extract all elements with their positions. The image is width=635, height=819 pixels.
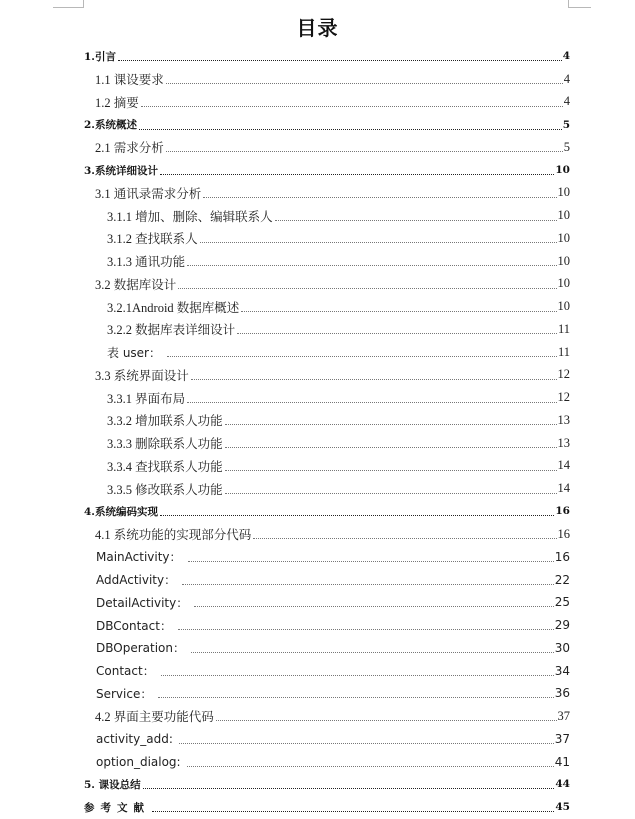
table-of-contents (84, 45, 570, 819)
toc-entry-label: 2.1 需求分析 (95, 138, 166, 156)
dot-leader (200, 242, 557, 243)
page-corner-mark-top-right (568, 0, 591, 8)
toc-entry-page: 13 (557, 412, 570, 427)
toc-entry[interactable] (84, 227, 570, 250)
toc-entry-page: 10 (555, 164, 570, 177)
toc-entry[interactable] (84, 273, 570, 296)
toc-entry[interactable] (84, 409, 570, 432)
dot-leader (179, 743, 554, 744)
toc-entry-label: DetailActivity： (96, 594, 194, 611)
toc-entry[interactable] (84, 455, 570, 478)
toc-entry[interactable] (84, 773, 570, 796)
toc-entry[interactable] (84, 204, 570, 227)
dot-leader (225, 470, 557, 471)
toc-entry-page: 14 (557, 481, 570, 496)
dot-leader (160, 515, 554, 516)
toc-entry[interactable] (84, 386, 570, 409)
toc-entry-label: 5. 课设总结 (84, 778, 141, 791)
toc-entry-label: option_dialog: (96, 755, 187, 769)
toc-entry-page: 41 (554, 754, 570, 769)
toc-entry-label: 1.2 摘要 (95, 93, 141, 111)
toc-entry[interactable] (84, 341, 570, 364)
dot-leader (187, 766, 554, 767)
toc-entry-page: 16 (555, 505, 570, 518)
toc-entry-page: 10 (557, 253, 570, 268)
toc-entry[interactable] (84, 91, 570, 114)
toc-entry[interactable] (84, 637, 570, 660)
toc-entry[interactable] (84, 523, 570, 546)
page-corner-mark-top-left (53, 0, 84, 8)
toc-entry-page: 10 (557, 208, 570, 223)
toc-entry-page: 37 (554, 731, 570, 746)
toc-entry-page: 5 (562, 118, 570, 131)
dot-leader (166, 151, 563, 152)
dot-leader (167, 356, 557, 357)
toc-entry-page: 25 (554, 595, 570, 610)
dot-leader (161, 675, 554, 676)
dot-leader (182, 584, 554, 585)
toc-entry-label: 3.1.1 增加、删除、编辑联系人 (107, 207, 275, 225)
toc-entry-label: 3.3 系统界面设计 (95, 366, 191, 384)
toc-entry-label: 3.3.4 查找联系人功能 (107, 457, 225, 475)
toc-entry-page: 22 (554, 572, 570, 587)
toc-entry-page: 4 (563, 94, 570, 109)
toc-entry[interactable] (84, 113, 570, 136)
toc-entry-label: 4.2 界面主要功能代码 (95, 707, 216, 725)
dot-leader (139, 129, 562, 130)
dot-leader (203, 197, 556, 198)
toc-entry[interactable] (84, 295, 570, 318)
toc-entry-page: 4 (563, 71, 570, 86)
toc-entry-label: Service： (96, 685, 158, 702)
toc-entry[interactable] (84, 750, 570, 773)
dot-leader (158, 697, 553, 698)
toc-entry-page: 12 (557, 367, 570, 382)
dot-leader (152, 811, 554, 812)
dot-leader (194, 606, 553, 607)
toc-entry-label: 3.1.2 查找联系人 (107, 229, 200, 247)
toc-entry[interactable] (84, 682, 570, 705)
toc-entry[interactable] (84, 500, 570, 523)
toc-entry-label: DBOperation： (96, 639, 191, 656)
toc-entry-page: 44 (555, 778, 570, 791)
toc-entry[interactable] (84, 182, 570, 205)
toc-entry-page: 29 (554, 618, 570, 633)
toc-entry-label: AddActivity： (96, 571, 182, 588)
toc-entry-page: 37 (557, 708, 570, 723)
toc-entry-page: 10 (557, 299, 570, 314)
toc-entry-page: 13 (557, 435, 570, 450)
toc-entry[interactable] (84, 591, 570, 614)
toc-entry[interactable] (84, 136, 570, 159)
toc-entry-page: 16 (557, 526, 570, 541)
toc-entry-label: DBContact： (96, 617, 178, 634)
toc-entry-page: 10 (557, 185, 570, 200)
toc-entry-page: 16 (554, 549, 570, 564)
dot-leader (191, 379, 557, 380)
toc-entry-label: 1.引言 (84, 50, 116, 63)
dot-leader (237, 333, 557, 334)
dot-leader (188, 561, 554, 562)
toc-entry-page: 11 (557, 321, 570, 336)
toc-entry-label: 3.1 通讯录需求分析 (95, 184, 203, 202)
toc-entry-label: 3.2 数据库设计 (95, 275, 178, 293)
toc-entry-page: 12 (557, 390, 570, 405)
dot-leader (225, 424, 557, 425)
toc-entry-page: 10 (557, 276, 570, 291)
dot-leader (187, 402, 556, 403)
toc-entry-label: 3.3.2 增加联系人功能 (107, 411, 225, 429)
toc-entry-page: 5 (563, 139, 570, 154)
toc-entry-label: 参考文献 (84, 801, 150, 814)
toc-entry[interactable] (84, 159, 570, 182)
toc-entry[interactable] (84, 705, 570, 728)
toc-entry-page: 36 (554, 686, 570, 701)
toc-entry-label: 表 user： (107, 344, 167, 361)
dot-leader (225, 493, 557, 494)
toc-entry-page: 45 (555, 801, 570, 814)
toc-entry-label: 3.2.1Android 数据库概述 (107, 298, 241, 316)
toc-entry-page: 10 (557, 230, 570, 245)
toc-entry[interactable] (84, 477, 570, 500)
dot-leader (118, 60, 562, 61)
dot-leader (141, 106, 563, 107)
toc-entry-label: 3.2.2 数据库表详细设计 (107, 320, 237, 338)
dot-leader (216, 720, 557, 721)
toc-entry[interactable] (84, 250, 570, 273)
toc-entry-page: 30 (554, 640, 570, 655)
toc-entry-label: 4.1 系统功能的实现部分代码 (95, 525, 253, 543)
toc-entry[interactable] (84, 546, 570, 569)
toc-entry-label: 3.1.3 通讯功能 (107, 252, 187, 270)
toc-entry[interactable] (84, 796, 570, 819)
toc-entry[interactable] (84, 614, 570, 637)
dot-leader (187, 265, 556, 266)
toc-entry-label: 1.1 课设要求 (95, 70, 166, 88)
toc-entry-label: 3.3.5 修改联系人功能 (107, 480, 225, 498)
toc-entry-label: 3.3.3 删除联系人功能 (107, 434, 225, 452)
dot-leader (253, 538, 556, 539)
page-title: 目录 (296, 16, 339, 40)
toc-entry-page: 14 (557, 458, 570, 473)
dot-leader (143, 788, 555, 789)
dot-leader (225, 447, 557, 448)
dot-leader (275, 220, 557, 221)
toc-entry-label: 4.系统编码实现 (84, 505, 158, 518)
toc-entry[interactable] (84, 364, 570, 387)
dot-leader (178, 288, 556, 289)
dot-leader (178, 629, 554, 630)
toc-entry-label: activity_add: (96, 732, 179, 746)
toc-entry[interactable] (84, 728, 570, 751)
dot-leader (191, 652, 554, 653)
dot-leader (241, 311, 556, 312)
toc-entry[interactable] (84, 45, 570, 68)
toc-entry-label: 3.3.1 界面布局 (107, 389, 187, 407)
toc-entry-page: 34 (554, 663, 570, 678)
toc-entry[interactable] (84, 659, 570, 682)
toc-entry[interactable] (84, 318, 570, 341)
toc-entry-label: 3.系统详细设计 (84, 164, 158, 177)
toc-entry[interactable] (84, 432, 570, 455)
dot-leader (160, 174, 554, 175)
toc-entry[interactable] (84, 568, 570, 591)
toc-entry-label: Contact： (96, 662, 161, 679)
toc-entry-page: 4 (562, 50, 570, 63)
toc-entry-page: 11 (557, 344, 570, 359)
toc-entry-label: 2.系统概述 (84, 119, 137, 132)
dot-leader (166, 83, 563, 84)
toc-entry-label: MainActivity： (96, 548, 188, 565)
toc-entry[interactable] (84, 68, 570, 91)
